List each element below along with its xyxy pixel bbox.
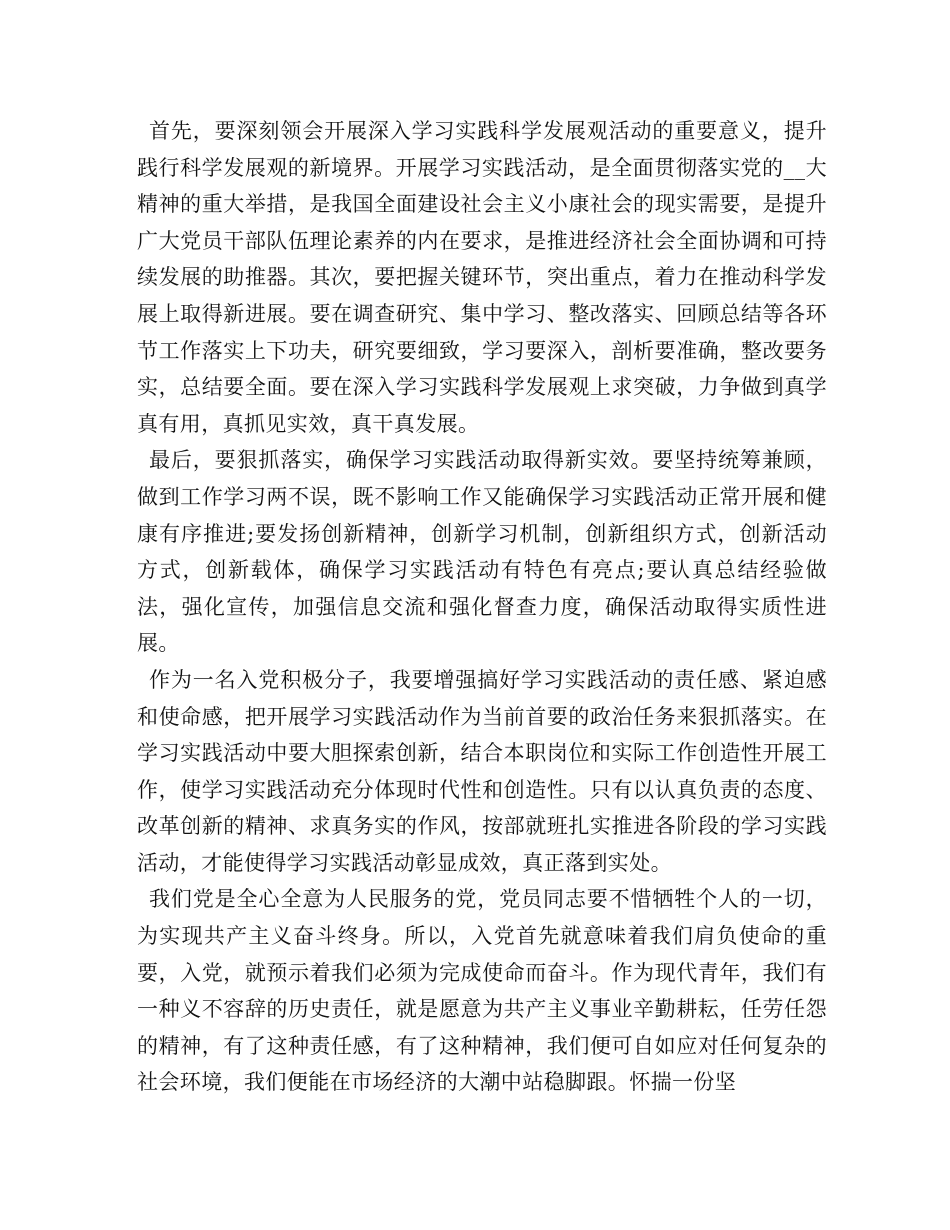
paragraph-2: 最后，要狠抓落实，确保学习实践活动取得新实效。要坚持统筹兼顾，做到工作学习两不误，既不影响工作又能确保学习实践活动正常开展和健康有序推进;要发扬创新精神，创新学习机制，创新组织方式，创新活动方式，创新载体，确保学习实践活动有特色有亮点;要认真总结经验做法，强化宣传，加强信息交流和强化督查力度，确保活动取得实质性进展。 bbox=[137, 448, 827, 656]
paragraph-4: 我们党是全心全意为人民服务的党，党员同志要不惜牺牲个人的一切，为实现共产主义奋斗终身。所以，入党首先就意味着我们肩负使命的重要，入党，就预示着我们必须为完成使命而奋斗。作为现代青年，我们有一种义不容辞的历史责任，就是愿意为共产主义事业辛勤耕耘，任劳任怨的精神，有了这种责任感，有了这种精神，我们便可自如应对任何复杂的社会环境，我们便能在市场经济的大潮中站稳脚跟。怀揣一份坚 bbox=[137, 887, 827, 1095]
paragraph-1: 首先，要深刻领会开展深入学习实践科学发展观活动的重要意义，提升践行科学发展观的新境界。开展学习实践活动，是全面贯彻落实党的__大精神的重大举措，是我国全面建设社会主义小康社会的现实需要，是提升广大党员干部队伍理论素养的内在要求，是推进经济社会全面协调和可持续发展的助推器。其次，要把握关键环节，突出重点，着力在推动科学发展上取得新进展。要在调查研究、集中学习、整改落实、回顾总结等各环节工作落实上下功夫，研究要细致，学习要深入，剖析要准确，整改要务实，总结要全面。要在深入学习实践科学发展观上求突破，力争做到真学真有用，真抓见实效，真干真发展。 bbox=[137, 119, 827, 436]
paragraph-3: 作为一名入党积极分子，我要增强搞好学习实践活动的责任感、紧迫感和使命感，把开展学习实践活动作为当前首要的政治任务来狠抓落实。在学习实践活动中要大胆探索创新，结合本职岗位和实际工作创造性开展工作，使学习实践活动充分体现时代性和创造性。只有以认真负责的态度、改革创新的精神、求真务实的作风，按部就班扎实推进各阶段的学习实践活动，才能使得学习实践活动彰显成效，真正落到实处。 bbox=[137, 667, 827, 875]
document-body bbox=[137, 113, 827, 1101]
